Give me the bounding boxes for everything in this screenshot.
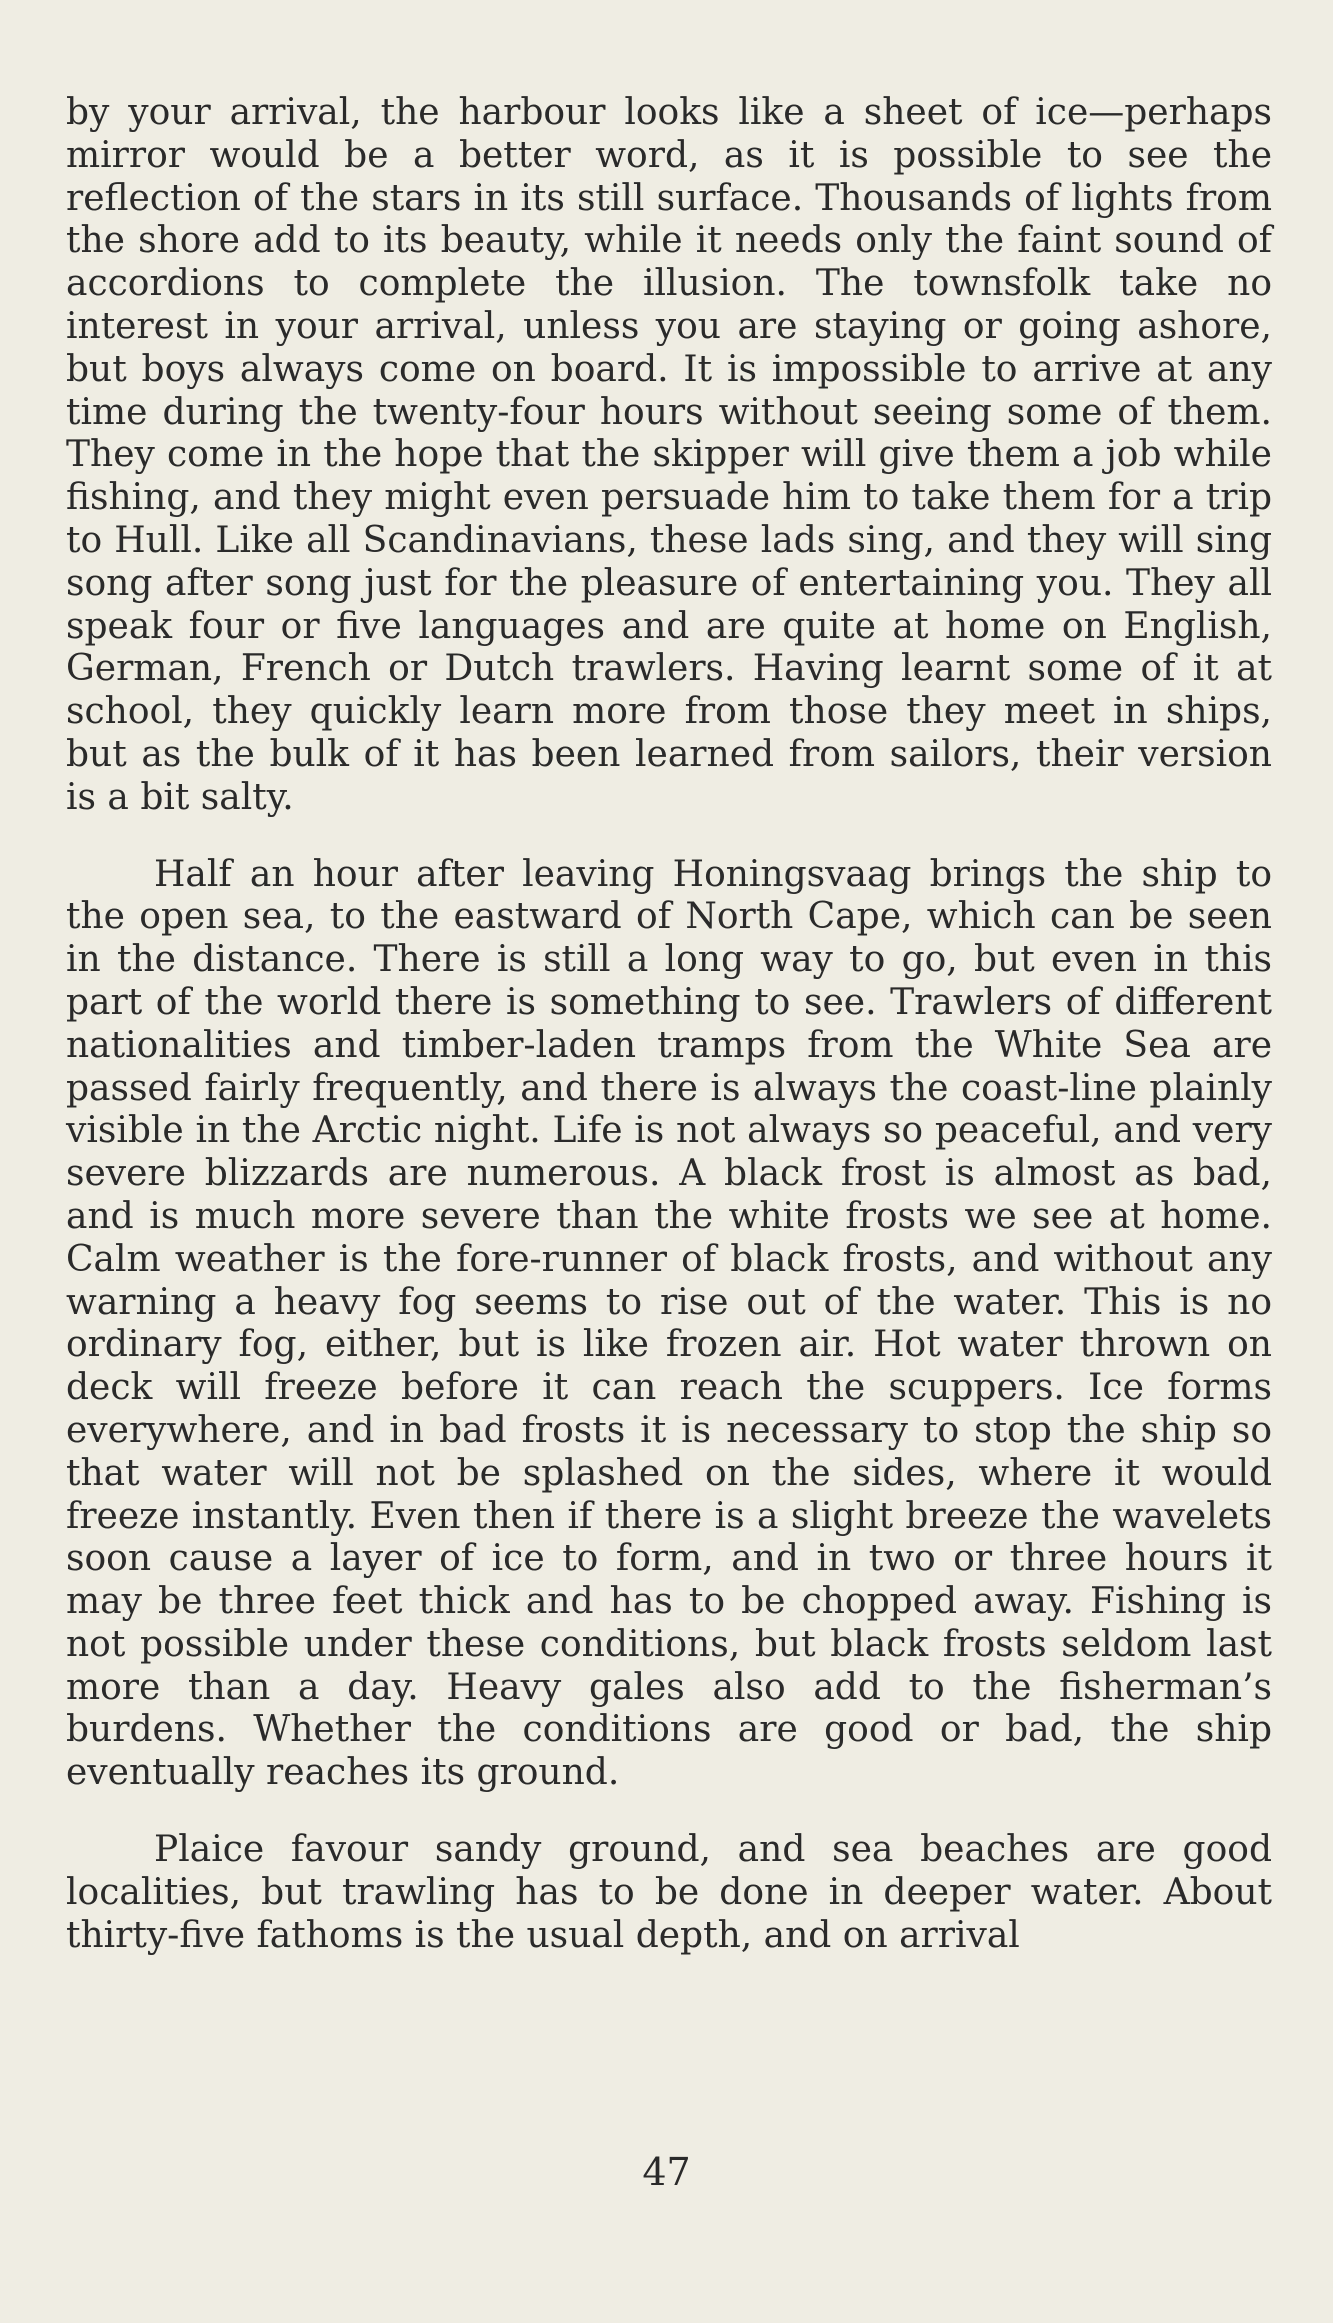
- paragraph-3: Plaice favour sandy ground, and sea beaches are good localities, but trawling has to be done in deeper water. About thirty-five fathoms is the usual depth, and on arrival: [66, 1829, 1272, 1956]
- page-body: [66, 92, 1272, 1957]
- paragraph-2: Half an hour after leaving Honingsvaag brings the ship to the open sea, to the eastward of North Cape, which can be seen in the distance. There is still a long way to go, but even in this part of the world there is something to see. Trawlers of different nationalities and timber-laden tramps from the White Sea are passed fairly frequently, and there is always the coast-line plainly visible in the Arctic night. Life is not always so peaceful, and very severe blizzards are numerous. A black frost is almost as bad, and is much more severe than the white frosts we see at home. Calm weather is the fore-runner of black frosts, and without any warning a heavy fog seems to rise out of the water. This is no ordinary fog, either, but is like frozen air. Hot water thrown on deck will freeze before it can reach the scuppers. Ice forms everywhere, and in bad frosts it is necessary to stop the ship so that water will not be splashed on the sides, where it would freeze instantly. Even then if there is a slight breeze the wavelets soon cause a layer of ice to form, and in two or three hours it may be three feet thick and has to be chopped away. Fishing is not possible under these conditions, but black frosts seldom last more than a day. Heavy gales also add to the fisherman’s burdens. Whether the conditions are good or bad, the ship eventually reaches its ground.: [66, 853, 1272, 1794]
- paragraph-1: by your arrival, the harbour looks like a sheet of ice—perhaps mirror would be a better word, as it is possible to see the reflection of the stars in its still surface. Thousands of lights from the shore add to its beauty, while it needs only the faint sound of accordions to complete the illusion. The townsfolk take no interest in your arrival, unless you are staying or going ashore, but boys always come on board. It is impossible to arrive at any time during the twenty-four hours without seeing some of them. They come in the hope that the skipper will give them a job while fishing, and they might even persuade him to take them for a trip to Hull. Like all Scandinavians, these lads sing, and they will sing song after song just for the pleasure of entertaining you. They all speak four or five languages and are quite at home on English, German, French or Dutch trawlers. Having learnt some of it at school, they quickly learn more from those they meet in ships, but as the bulk of it has been learned from sailors, their version is a bit salty.: [66, 92, 1272, 818]
- page-number: 47: [642, 2150, 691, 2194]
